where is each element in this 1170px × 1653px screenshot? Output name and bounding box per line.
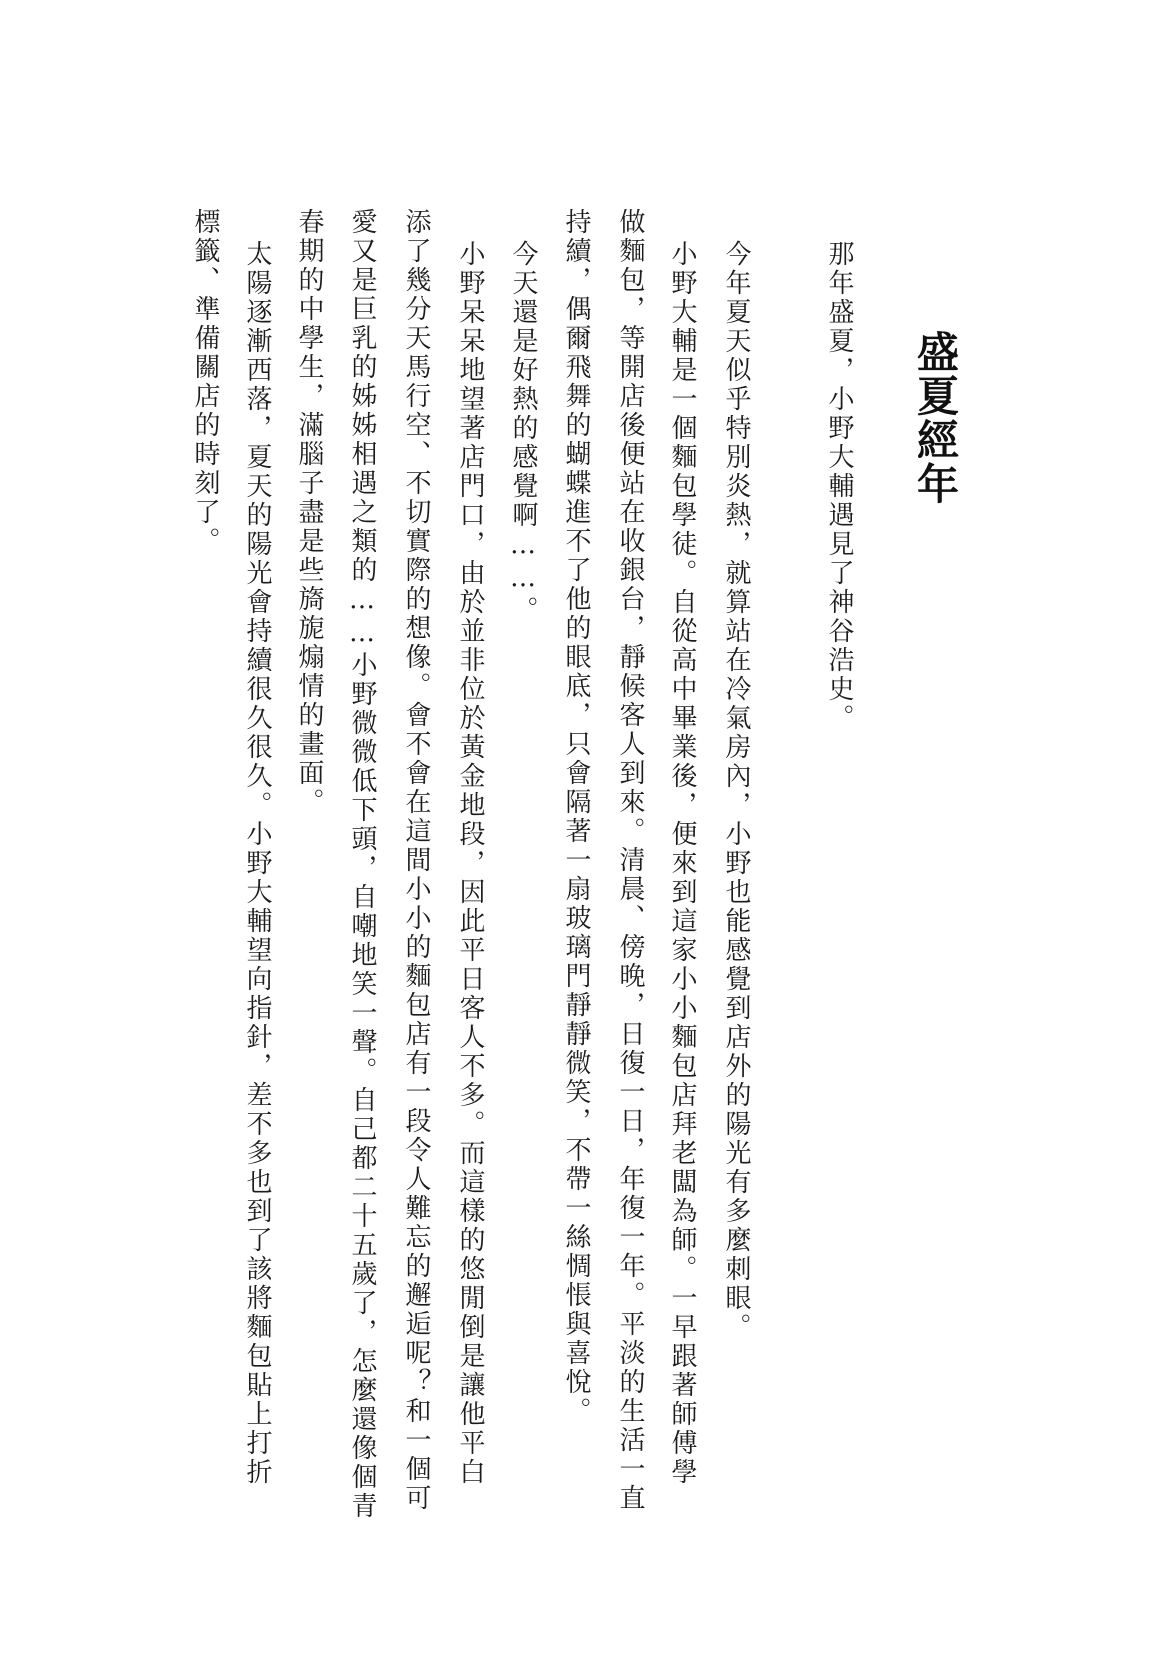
paragraph-column: 今年夏天似乎特別炎熱，就算站在冷氣房內，小野也能感覺到店外的陽光有多麼刺眼。 bbox=[721, 240, 751, 1342]
paragraph-column: 持續，偶爾飛舞的蝴蝶進不了他的眼底，只會隔著一扇玻璃門靜靜微笑，不帶一絲惆悵與喜悅。 bbox=[561, 208, 591, 1426]
paragraph-column: 小野大輔是一個麵包學徒。自從高中畢業後，便來到這家小小麵包店拜老闆為師。一早跟著師傅學 bbox=[667, 240, 697, 1487]
chapter-title: 盛夏經年 bbox=[911, 330, 960, 506]
paragraph-column: 太陽逐漸西落，夏天的陽光會持續很久很久。小野大輔望向指針，差不多也到了該將麵包貼上打折 bbox=[242, 240, 272, 1487]
paragraph-column: 小野呆呆地望著店門口，由於並非位於黃金地段，因此平日客人不多。而這樣的悠閒倒是讓他平白 bbox=[455, 240, 485, 1487]
paragraph-column: 標籤、準備關店的時刻了。 bbox=[190, 208, 220, 556]
paragraph-column: 今天還是好熱的感覺啊……。 bbox=[508, 240, 538, 625]
paragraph-column: 那年盛夏，小野大輔遇見了神谷浩史。 bbox=[824, 240, 854, 733]
paragraph-column: 添了幾分天馬行空、不切實際的想像。會不會在這間小小的麵包店有一段令人難忘的邂逅呢？和一個可 bbox=[401, 208, 431, 1513]
paragraph-column: 做麵包，等開店後便站在收銀台，靜候客人到來。清晨、傍晚，日復一日，年復一年。平淡的生活一直 bbox=[615, 208, 645, 1513]
paragraph-column: 春期的中學生，滿腦子盡是些旖旎煽情的畫面。 bbox=[294, 208, 324, 817]
paragraph-column: 愛又是巨乳的姊姊相遇之類的……小野微微低下頭，自嘲地笑一聲。自己都二十五歲了，怎麼還像個青 bbox=[347, 208, 377, 1521]
